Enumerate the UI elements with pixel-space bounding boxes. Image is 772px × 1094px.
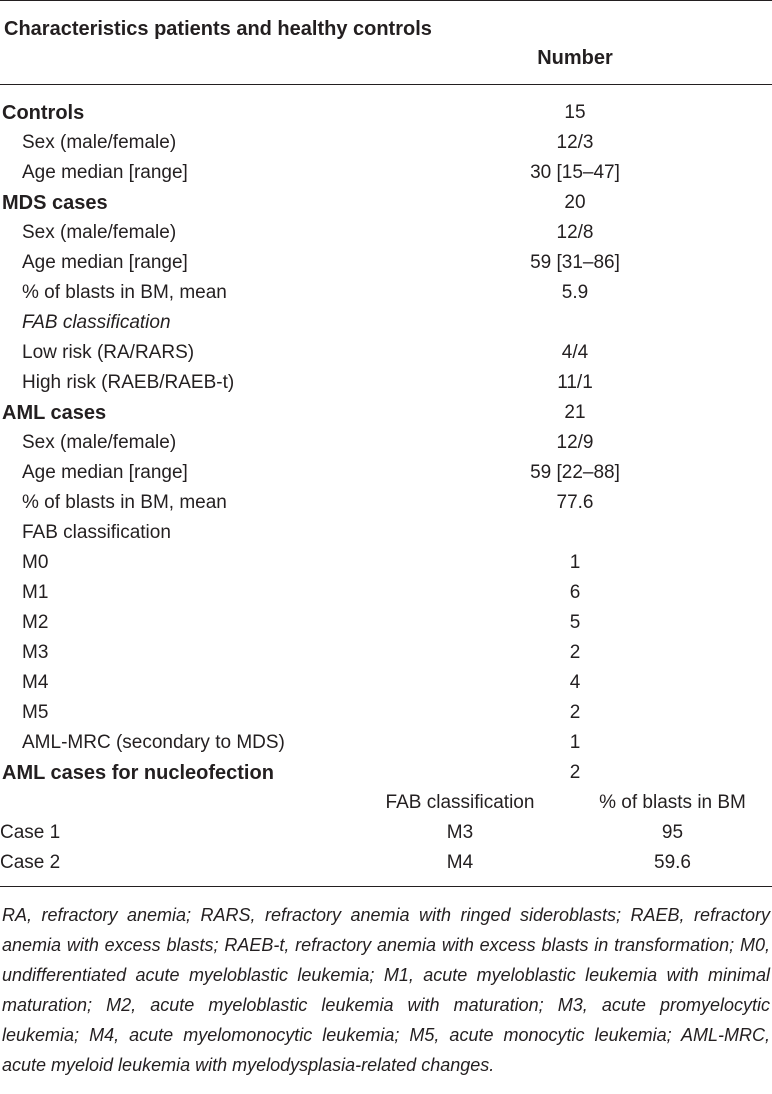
row-label: AML cases	[2, 402, 107, 424]
table-row	[0, 338, 772, 368]
table-row	[0, 218, 772, 248]
row-label: FAB classification	[22, 312, 171, 333]
row-label: % of blasts in BM, mean	[22, 282, 227, 303]
row-value: 77.6	[556, 492, 594, 513]
table-row	[0, 728, 772, 758]
table-row	[0, 128, 772, 158]
case-label: Case 2	[0, 852, 61, 873]
case-blasts: 59.6	[654, 852, 691, 873]
row-label: M4	[22, 672, 49, 693]
row-label: High risk (RAEB/RAEB-t)	[22, 372, 235, 393]
table-row	[0, 848, 772, 878]
nucleofection-header-fab: FAB classification	[385, 792, 535, 813]
table-row	[0, 368, 772, 398]
row-value: 12/9	[556, 432, 594, 453]
row-value: 21	[564, 402, 586, 423]
case-blasts: 95	[661, 822, 684, 843]
row-value: 1	[569, 552, 581, 573]
row-label: Controls	[2, 102, 85, 124]
row-label: Age median [range]	[22, 162, 188, 183]
bottom-rule	[0, 886, 772, 887]
row-value: 1	[569, 732, 581, 753]
row-label: Sex (male/female)	[22, 222, 177, 243]
table-row	[0, 458, 772, 488]
top-rule	[0, 0, 772, 1]
table-row	[0, 548, 772, 578]
row-value: 5	[569, 612, 581, 633]
row-label: M0	[22, 552, 49, 573]
table-row	[0, 638, 772, 668]
row-label: Sex (male/female)	[22, 432, 177, 453]
number-column-header: Number	[537, 47, 613, 69]
row-value: 30 [15–47]	[530, 162, 620, 183]
row-value: 2	[569, 762, 581, 783]
nucleofection-table	[0, 788, 772, 878]
footnote: RA, refractory anemia; RARS, refractory anemia with ringed sideroblasts; RAEB, refractory anemia with excess blasts; RAEB-t, refractory anemia with excess blasts in transformation; M0, undifferentiated acute myeloblastic leukemia; M1, acute myeloblastic leukemia with minimal maturation; M2, acute myeloblastic leukemia with maturation; M3, acute promyelocytic leukemia; M4, acute myelomonocytic leukemia; M5, acute monocytic leukemia; AML-MRC, acute myeloid leukemia with myelodysplasia-related changes.	[2, 905, 770, 1075]
row-label: MDS cases	[2, 192, 108, 214]
table-title: Characteristics patients and healthy controls	[4, 18, 432, 40]
table-row	[0, 518, 772, 548]
row-label: M2	[22, 612, 49, 633]
row-value: 5.9	[561, 282, 589, 303]
header-rule	[0, 84, 772, 85]
row-value: 15	[564, 102, 586, 123]
case-label: Case 1	[0, 822, 61, 843]
row-label: % of blasts in BM, mean	[22, 492, 227, 513]
table-row	[0, 698, 772, 728]
case-fab: M4	[446, 852, 474, 873]
row-label: FAB classification	[22, 522, 171, 543]
table-row	[0, 158, 772, 188]
table-row	[0, 248, 772, 278]
table-body	[0, 98, 772, 788]
table-row	[0, 398, 772, 428]
table-row	[0, 428, 772, 458]
row-value: 4/4	[561, 342, 589, 363]
table-row	[0, 278, 772, 308]
row-label: AML-MRC (secondary to MDS)	[22, 732, 285, 753]
row-label: M5	[22, 702, 49, 723]
table-row	[0, 608, 772, 638]
row-label: Age median [range]	[22, 462, 188, 483]
row-label: AML cases for nucleofection	[2, 762, 274, 784]
row-value: 11/1	[557, 372, 593, 393]
nucleofection-header-blasts: % of blasts in BM	[599, 792, 746, 813]
row-value: 4	[569, 672, 581, 693]
row-label: Low risk (RA/RARS)	[22, 342, 195, 363]
row-value: 59 [22–88]	[530, 462, 620, 483]
row-value: 20	[564, 192, 586, 213]
row-value: 6	[569, 582, 581, 603]
table-row	[0, 188, 772, 218]
row-value: 59 [31–86]	[530, 252, 620, 273]
row-label: M1	[22, 582, 49, 603]
table-row	[0, 578, 772, 608]
table-row	[0, 98, 772, 128]
table-row	[0, 668, 772, 698]
row-label: M3	[22, 642, 49, 663]
table-row	[0, 818, 772, 848]
row-value: 2	[569, 702, 581, 723]
table-row	[0, 308, 772, 338]
row-value: 2	[569, 642, 581, 663]
nucleofection-header-row	[0, 788, 772, 818]
row-value: 12/8	[556, 222, 594, 243]
table-row	[0, 488, 772, 518]
case-fab: M3	[446, 822, 474, 843]
table-row	[0, 758, 772, 788]
row-label: Age median [range]	[22, 252, 188, 273]
row-value: 12/3	[556, 132, 594, 153]
row-label: Sex (male/female)	[22, 132, 177, 153]
